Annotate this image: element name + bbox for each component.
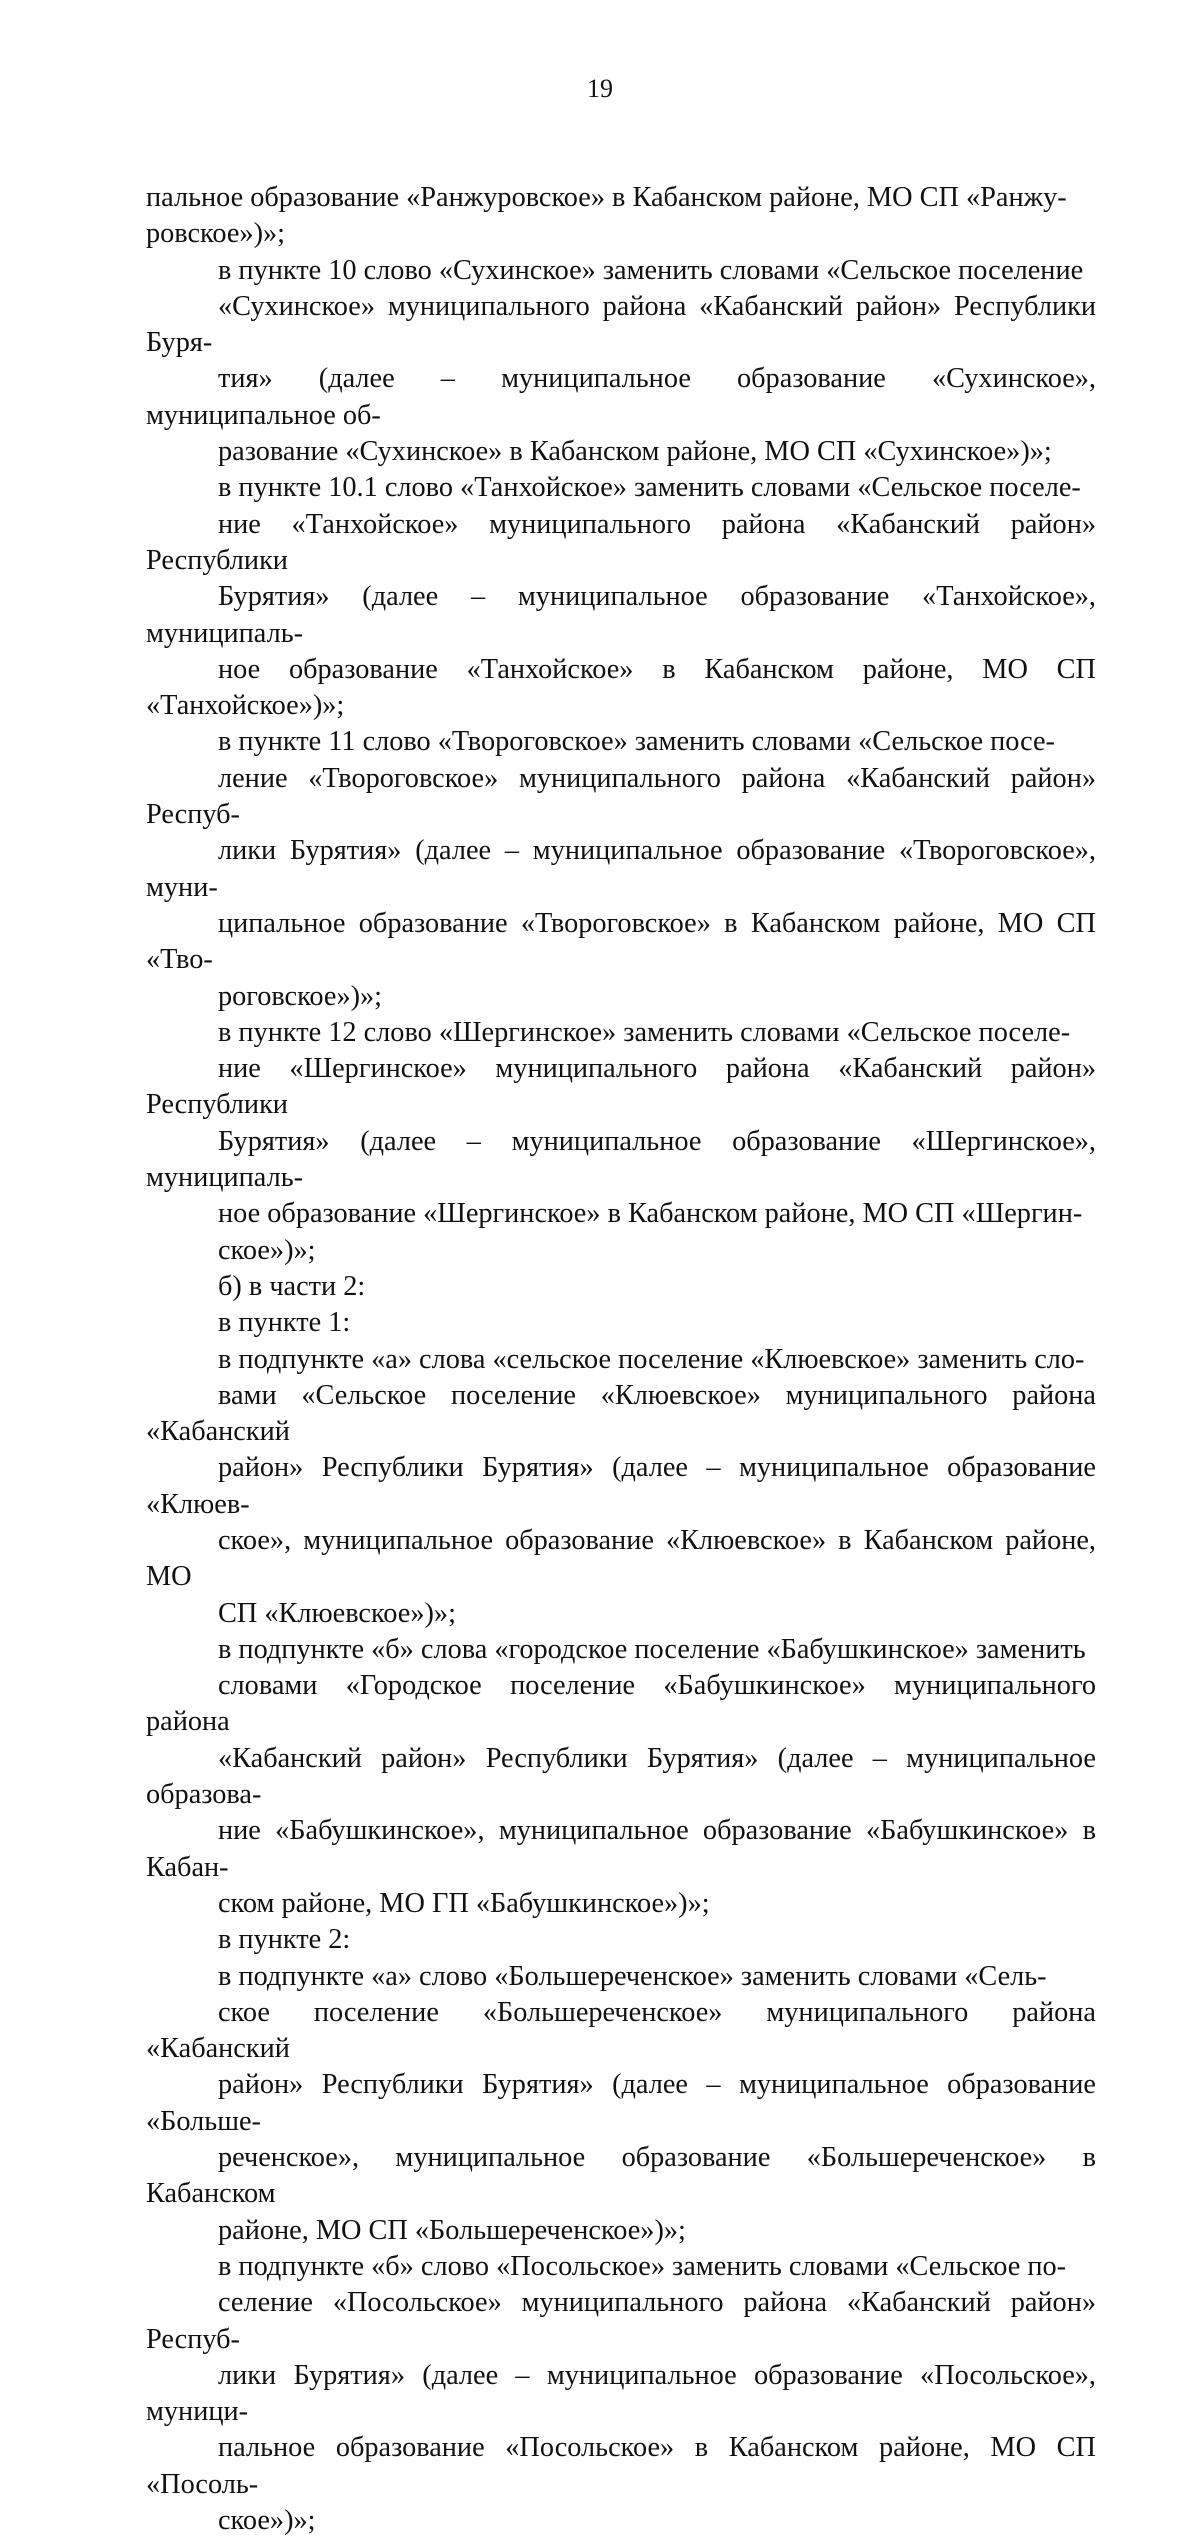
text-line: район» Республики Бурятия» (далее – муниципальное образование «Больше- <box>146 2069 1096 2137</box>
text-line: Бурятия» (далее – муниципальное образование «Шергинское», муниципаль- <box>146 1125 1096 1194</box>
paragraph <box>146 1632 1096 1922</box>
paragraph <box>146 1959 1096 2249</box>
text-line: ципальное образование «Твороговское» в Кабанском районе, МО СП «Тво- <box>146 907 1096 976</box>
text-line: ское поселение «Большереченское» муниципального района «Кабанский <box>146 1996 1096 2065</box>
paragraph <box>146 1269 1096 1305</box>
text-line: реченское», муниципальное образование «Большереченское» в Кабанском <box>146 2142 1096 2210</box>
text-line: «Кабанский район» Республики Бурятия» (далее – муниципальное образова- <box>146 1742 1096 1811</box>
text-line: «Сухинское» муниципального района «Кабанский район» Республики Буря- <box>146 290 1096 359</box>
text-line: словами «Городское поселение «Бабушкинское» муниципального района <box>146 1670 1096 1738</box>
text-line: ние «Бабушкинское», муниципальное образование «Бабушкинское» в Кабан- <box>146 1815 1096 1883</box>
text-line: ровское»)»; <box>146 218 285 250</box>
text-line: район» Республики Бурятия» (далее – муниципальное образование «Клюев- <box>146 1452 1096 1520</box>
paragraph <box>146 180 1096 253</box>
text-line: в пункте 10.1 слово «Танхойское» заменить словами «Сельское поселе- <box>218 472 1081 504</box>
text-line: ское»)»; <box>218 1234 316 1266</box>
text-line: в подпункте «а» слова «сельское поселение «Клюевское» заменить сло- <box>218 1343 1085 1375</box>
paragraph <box>146 724 1096 1014</box>
paragraph <box>146 1015 1096 1269</box>
text-line: роговское»)»; <box>218 980 383 1012</box>
page-number: 19 <box>587 74 613 103</box>
text-line: в пункте 10 слово «Сухинское» заменить словами «Сельское поселение <box>218 254 1084 286</box>
document-body <box>146 180 1096 2539</box>
text-line: б) в части 2: <box>218 1270 366 1302</box>
text-line: ние «Танхойское» муниципального района «Кабанский район» Республики <box>146 508 1096 576</box>
text-line: селение «Посольское» муниципального района «Кабанский район» Респуб- <box>146 2287 1096 2355</box>
text-line: в пункте 11 слово «Твороговское» заменить словами «Сельское посе- <box>218 726 1055 758</box>
text-line: лики Бурятия» (далее – муниципальное образование «Посольское», муници- <box>146 2359 1096 2428</box>
text-line: в пункте 1: <box>218 1307 351 1339</box>
text-line: Бурятия» (далее – муниципальное образование «Танхойское», муниципаль- <box>146 581 1096 649</box>
paragraph <box>146 1342 1096 1632</box>
paragraph <box>146 1922 1096 1958</box>
text-line: СП «Клюевское»)»; <box>218 1597 456 1629</box>
text-line: вами «Сельское поселение «Клюевское» муниципального района «Кабанский <box>146 1379 1096 1448</box>
text-line: ное образование «Шергинское» в Кабанском районе, МО СП «Шергин- <box>218 1198 1083 1230</box>
paragraph <box>146 2249 1096 2539</box>
text-line: разование «Сухинское» в Кабанском районе, МО СП «Сухинское»)»; <box>218 436 1052 468</box>
paragraph <box>146 470 1096 724</box>
text-line: пальное образование «Ранжуровское» в Кабанском районе, МО СП «Ранжу- <box>146 182 1067 213</box>
text-line: в подпункте «а» слово «Большереченское» заменить словами «Сель- <box>218 1960 1047 1992</box>
text-line: пальное образование «Посольское» в Кабанском районе, МО СП «Посоль- <box>146 2432 1096 2500</box>
text-line: в подпункте «б» слова «городское поселение «Бабушкинское» заменить <box>218 1633 1086 1665</box>
text-line: тия» (далее – муниципальное образование «Сухинское», муниципальное об- <box>146 363 1096 431</box>
text-line: районе, МО СП «Большереченское»)»; <box>218 2214 686 2246</box>
paragraph <box>146 253 1096 471</box>
text-line: ском районе, МО ГП «Бабушкинское»)»; <box>218 1887 710 1919</box>
text-line: лики Бурятия» (далее – муниципальное образование «Твороговское», муни- <box>146 835 1096 903</box>
text-line: ние «Шергинское» муниципального района «Кабанский район» Республики <box>146 1053 1096 1121</box>
text-line: в подпункте «б» слово «Посольское» заменить словами «Сельское по- <box>218 2250 1067 2282</box>
text-line: ское», муниципальное образование «Клюевское» в Кабанском районе, МО <box>146 1524 1096 1593</box>
text-line: в пункте 12 слово «Шергинское» заменить словами «Сельское поселе- <box>218 1016 1071 1048</box>
text-line: ное образование «Танхойское» в Кабанском районе, МО СП «Танхойское»)»; <box>146 653 1096 722</box>
text-line: ление «Твороговское» муниципального района «Кабанский район» Респуб- <box>146 762 1096 831</box>
text-line: ское»)»; <box>218 2505 316 2536</box>
paragraph <box>146 1305 1096 1341</box>
text-line: в пункте 2: <box>218 1924 351 1956</box>
